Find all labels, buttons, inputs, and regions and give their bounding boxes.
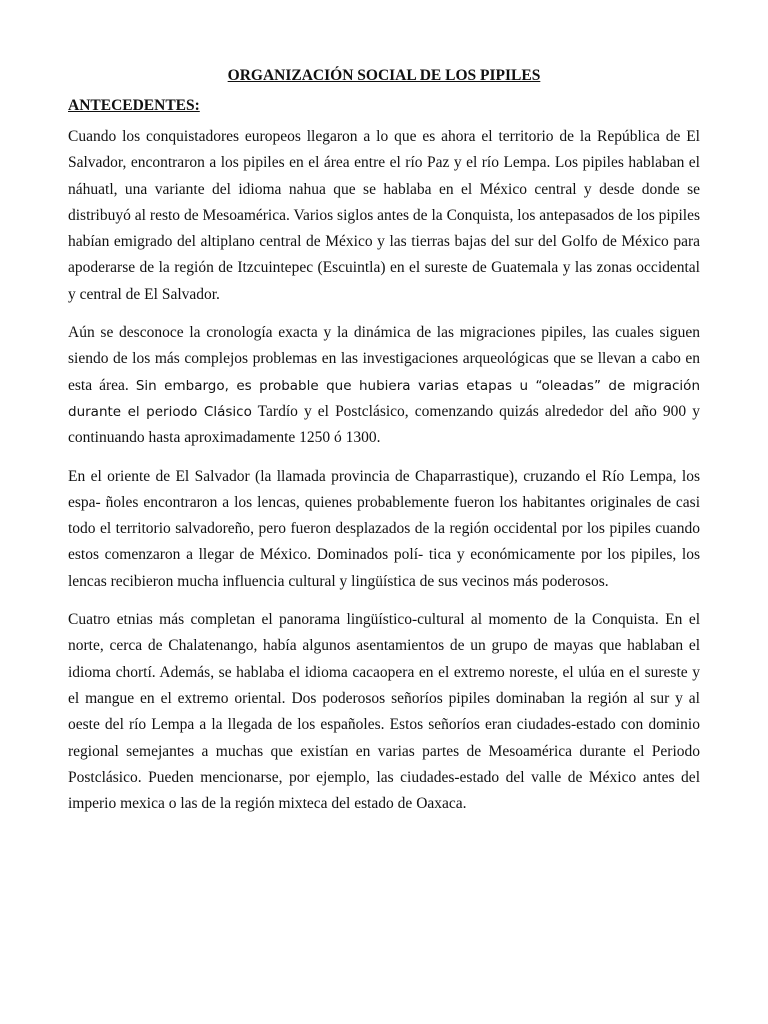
document-page xyxy=(68,66,700,829)
document-title: ORGANIZACIÓN SOCIAL DE LOS PIPILES xyxy=(227,67,541,84)
paragraph-2-sans-text: Sin embargo, es probable que hubiera varias etapas u “oleadas” de migración durante el periodo Clásico xyxy=(68,377,701,420)
paragraph-2-text: Aún se desconoce la cronología exacta y la dinámica de las migraciones pipiles, las cuales siguen siendo de los más complejos problemas en las investigaciones arqueológicas que se llevan a cabo en esta área. xyxy=(68,324,700,394)
paragraph-3: En el oriente de El Salvador (la llamada provincia de Chaparrastique), cruzando el Río Lempa, los espa- ñoles encontraron a los lencas, quienes probablemente fueron los habitantes originales de casi todo el territorio salvadoreño, pero fueron desplazados de la región occidental por los pipiles cuando estos comenzaron a llegar de México. Dominados polí- tica y económicamente por los pipiles, los lencas recibieron mucha influencia cultural y lingüística de sus vecinos más poderosos. xyxy=(68,467,700,590)
paragraph-2 xyxy=(68,320,700,451)
paragraph-2-tail-text: Tardío y el Postclásico, comenzando quizás alrededor del año 900 y continuando hasta aproximadamente 1250 ó 1300. xyxy=(68,402,701,447)
paragraph-1: Cuando los conquistadores europeos llegaron a lo que es ahora el territorio de la República de El Salvador, encontraron a los pipiles en el área entre el río Paz y el río Lempa. Los pipiles hablaban el náhuatl, una variante del idioma nahua que se hablaba en el México central y desde donde se distribuyó al resto de Mesoamérica. Varios siglos antes de la Conquista, los antepasados de los pipiles habían emigrado del altiplano central de México y las tierras bajas del sur del Golfo de México para apoderarse de la región de Itzcuintepec (Escuintla) en el sureste de Guatemala y las zonas occidental y central de El Salvador. xyxy=(68,128,700,303)
section-heading: ANTECEDENTES: xyxy=(68,97,200,114)
paragraph-4: Cuatro etnias más completan el panorama lingüístico-cultural al momento de la Conquista. En el norte, cerca de Chalatenango, había algunos asentamientos de un grupo de mayas que hablaban el idioma chortí. Además, se hablaba el idioma cacaopera en el extremo noreste, el ulúa en el sureste y el mangue en el extremo oriental. Dos poderosos señoríos pipiles dominaban la región al sur y al oeste del río Lempa a la llegada de los españoles. Estos señoríos eran ciudades-estado con dominio regional semejantes a muchas que existían en varias partes de Mesoamérica durante el Periodo Postclásico. Pueden mencionarse, por ejemplo, las ciudades-estado del valle de México antes del imperio mexica o las de la región mixteca del estado de Oaxaca. xyxy=(68,611,700,813)
